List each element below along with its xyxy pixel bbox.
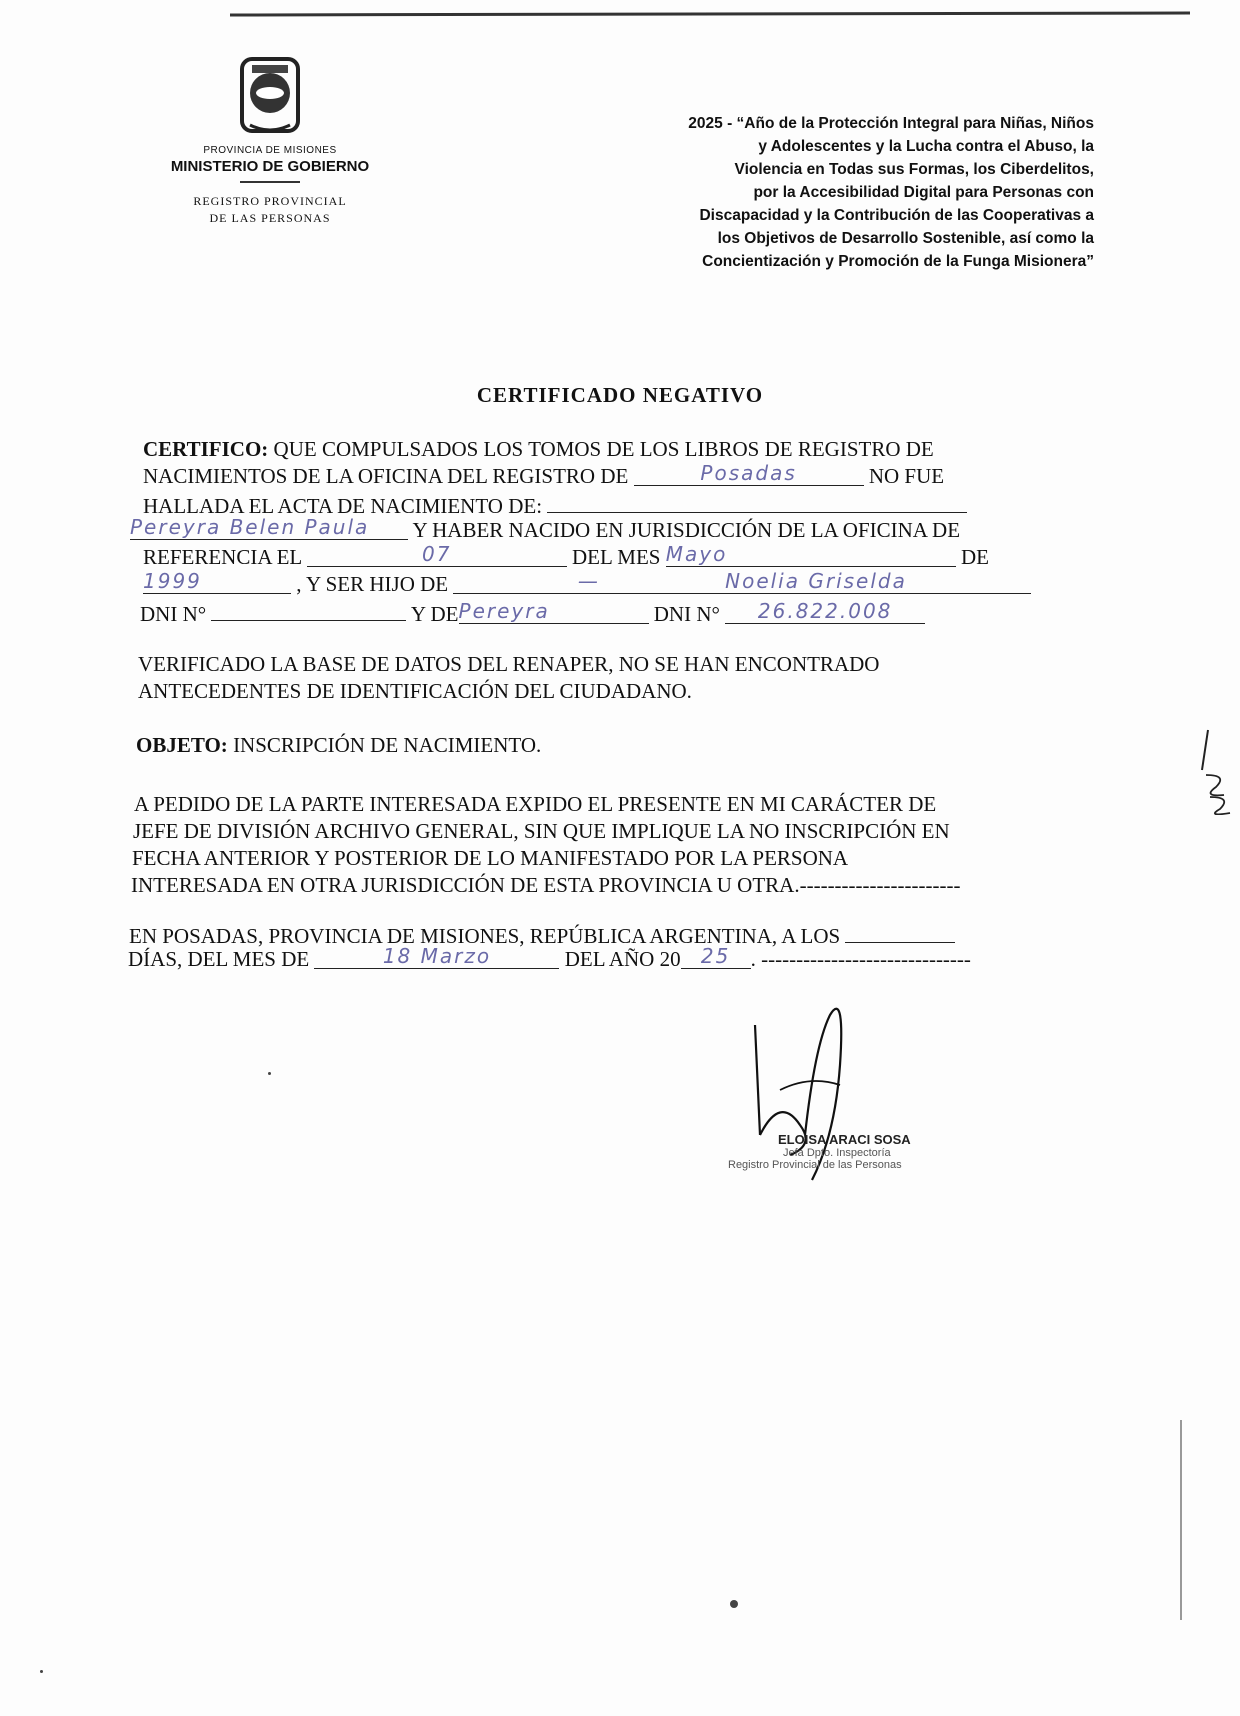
motto-line: por la Accesibilidad Digital para Personas con (753, 184, 1094, 201)
certifico-text: , Y SER HIJO DE (296, 572, 449, 596)
month-field (666, 544, 956, 567)
certifico-text: Y DE (410, 602, 459, 626)
verificado-line: VERIFICADO LA BASE DE DATOS DEL RENAPER, NO SE HAN ENCONTRADO (138, 652, 880, 676)
motto-line: los Objetivos de Desarrollo Sostenible, así como la (717, 230, 1094, 247)
signer-org: Registro Provincial de las Personas (728, 1159, 902, 1171)
mother-dni-value: 26.822.008 (757, 599, 893, 623)
document-title: CERTIFICADO NEGATIVO (476, 383, 764, 407)
mother-surname-value: Pereyra (458, 599, 550, 623)
certifico-text: REFERENCIA EL (143, 545, 302, 569)
certifico-text: Y HABER NACIDO EN JURISDICCIÓN DE LA OFICINA DE (412, 518, 961, 542)
scan-speck (268, 1072, 271, 1075)
father-dni-field (211, 598, 406, 621)
day-field (307, 544, 567, 567)
motto-line: Discapacidad y la Contribución de las Cooperativas a (699, 207, 1094, 224)
name-field (130, 517, 408, 540)
parents-field (453, 571, 1031, 594)
place-text: EN POSADAS, PROVINCIA DE MISIONES, REPÚBLICA ARGENTINA, A LOS (129, 924, 841, 948)
issue-year-value: 25 (700, 944, 731, 968)
office-value: Posadas (700, 461, 797, 485)
blank-field (547, 490, 967, 513)
registry-label-line1: REGISTRO PROVINCIAL (193, 194, 347, 208)
motto-line: Concientización y Promoción de la Funga Misionera” (702, 253, 1094, 270)
scan-speck (40, 1670, 43, 1673)
header-divider (240, 181, 300, 183)
objeto-label: OBJETO: (136, 733, 228, 757)
signature-stamp (728, 1132, 968, 1171)
certifico-text: QUE COMPULSADOS LOS TOMOS DE LOS LIBROS DE REGISTRO DE (273, 437, 934, 461)
pedido-line: FECHA ANTERIOR Y POSTERIOR DE LO MANIFESTADO POR LA PERSONA (132, 846, 849, 870)
ministry-header (140, 55, 400, 227)
scan-edge-line (1180, 1420, 1182, 1620)
issue-day-month-value: 18 Marzo (382, 944, 492, 968)
province-label: PROVINCIA DE MISIONES (203, 145, 337, 156)
motto-line: 2025 - “Año de la Protección Integral para Niñas, Niños (688, 115, 1094, 132)
mother-surname-field (459, 601, 649, 624)
registry-label-line2: DE LAS PERSONAS (209, 211, 331, 225)
certifico-text: DNI N° (140, 602, 207, 626)
father-value: — (577, 569, 600, 593)
month-value: Mayo (665, 542, 728, 566)
pedido-line: JEFE DE DIVISIÓN ARCHIVO GENERAL, SIN QUE IMPLIQUE LA NO INSCRIPCIÓN EN (133, 819, 950, 843)
place-text: . ------------------------------ (750, 947, 971, 971)
place-text: DÍAS, DEL MES DE (128, 947, 310, 971)
name-value: Pereyra Belen Paula (130, 515, 370, 539)
provincial-emblem-icon (230, 55, 310, 139)
motto-line: y Adolescentes y la Lucha contra el Abuso, la (758, 138, 1094, 155)
day-value: 07 (422, 542, 452, 566)
days-field (845, 920, 955, 943)
mother-given-value: Noelia Griselda (725, 569, 907, 593)
verificado-line: ANTECEDENTES DE IDENTIFICACIÓN DEL CIUDADANO. (138, 679, 692, 703)
issue-year-field (681, 946, 751, 969)
signer-name: ELOISA ARACI SOSA (778, 1132, 911, 1147)
office-field (634, 463, 864, 486)
year-field (143, 571, 291, 594)
pedido-line: A PEDIDO DE LA PARTE INTERESADA EXPIDO EL PRESENTE EN MI CARÁCTER DE (134, 792, 937, 816)
certifico-text: DEL MES (571, 545, 661, 569)
certifico-text: HALLADA EL ACTA DE NACIMIENTO DE: (143, 494, 543, 518)
scan-speck (730, 1600, 738, 1608)
folio-mark-icon (1198, 725, 1238, 815)
pedido-line: INTERESADA EN OTRA JURISDICCIÓN DE ESTA PROVINCIA U OTRA.----------------------- (131, 873, 961, 897)
certifico-text: DE (960, 545, 989, 569)
certifico-text: NACIMIENTOS DE LA OFICINA DEL REGISTRO DE (143, 464, 629, 488)
certifico-label: CERTIFICO: (143, 437, 269, 461)
certifico-text: DNI N° (653, 602, 720, 626)
certifico-text: NO FUE (868, 464, 945, 488)
motto-line: Violencia en Todas sus Formas, los Ciberdelitos, (734, 161, 1094, 178)
year-motto (508, 112, 1094, 273)
scan-edge-line (230, 10, 1190, 20)
place-text: DEL AÑO 20 (564, 947, 681, 971)
issue-month-field (314, 946, 559, 969)
mother-dni-field (725, 601, 925, 624)
signer-role: Jefa Dpto. Inspectoría (783, 1147, 891, 1159)
objeto-text: INSCRIPCIÓN DE NACIMIENTO. (233, 733, 542, 757)
ministry-label: MINISTERIO DE GOBIERNO (170, 158, 370, 175)
year-value: 1999 (143, 569, 202, 593)
